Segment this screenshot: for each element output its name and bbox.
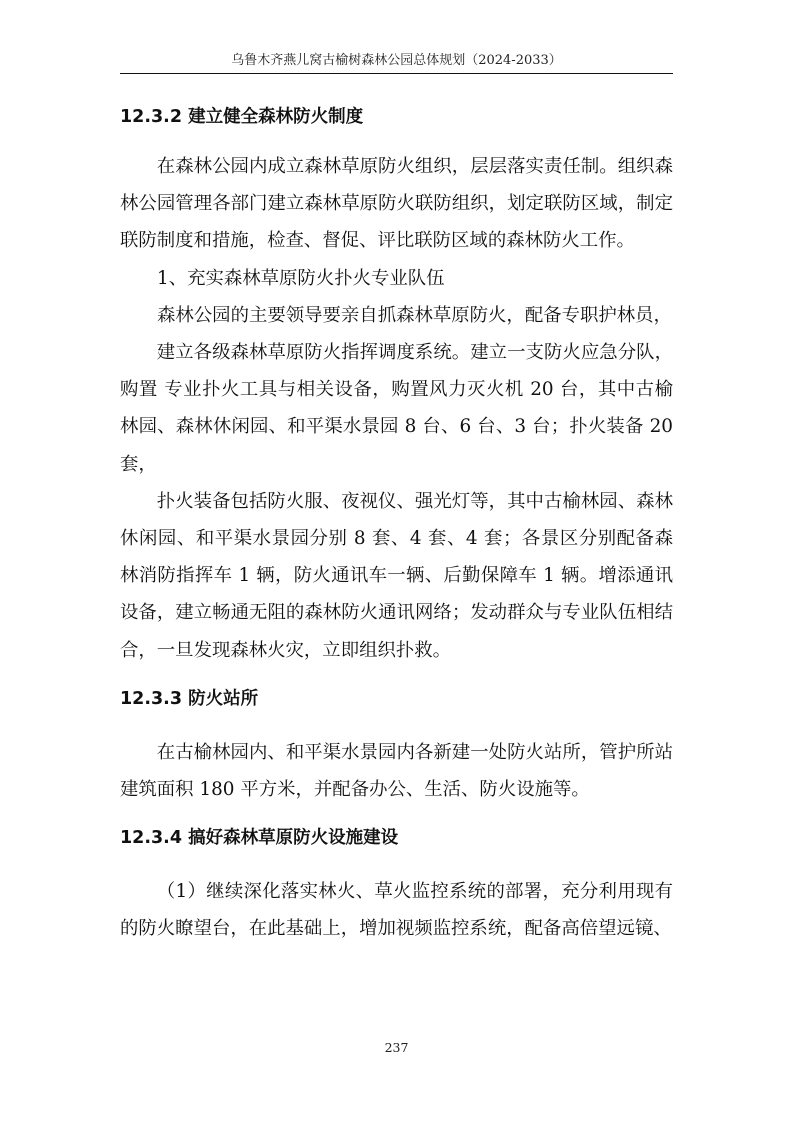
document-body [120,99,673,948]
running-header: 乌鲁木齐燕儿窝古榆树森林公园总体规划（2024-2033） [231,53,562,68]
spacer [120,808,673,820]
spacer [120,857,673,873]
page-number: 237 [384,1040,409,1055]
spacer [120,718,673,734]
list-item-heading: 1、充实森林草原防火扑火专业队伍 [157,267,445,289]
paragraph: （1）继续深化落实林火、草火监控系统的部署，充分利用现有的防火瞭望台，在此基础上，增加视频监控系统，配备高倍望远镜、 [120,881,673,940]
section-heading-12-3-3: 12.3.3 防火站所 [120,688,259,709]
section-heading-12-3-4: 12.3.4 搞好森林草原防火设施建设 [120,828,399,849]
paragraph: 扑火装备包括防火服、夜视仪、强光灯等，其中古榆林园、森林休闲园、和平渠水景园分别 8 套、4 套、4 套；各景区分别配备森林消防指挥车 1 辆，防火通讯车一辆、后勤保障车 1 辆。增添通讯设备，建立畅通无阻的森林防火通讯网络；发动群众与专业队伍相结合，一旦发现森林火灾，立即组织扑救。 [120,490,673,661]
paragraph-line: 森林公园的主要领导要亲自抓森林草原防火，配备专职护林员， [157,304,672,326]
paragraph: 在古榆林园内、和平渠水景园内各新建一处防火站所，管护所站建筑面积 180 平方米，并配备办公、生活、防火设施等。 [120,741,673,801]
header-rule [120,73,673,74]
paragraph: 建立各级森林草原防火指挥调度系统。建立一支防火应急分队，购置 专业扑火工具与相关设备，购置风力灭火机 20 台，其中古榆林园、森林休闲园、和平渠水景园 8 台、6 台、3 台；扑火装备 20套， [120,342,673,475]
paragraph: 在森林公园内成立森林草原防火组织，层层落实责任制。组织森林公园管理各部门建立森林草原防火联防组织，划定联防区域，制定联防制度和措施，检查、督促、评比联防区域的森林防火工作。 [120,156,673,252]
spacer [120,136,673,148]
section-heading-12-3-2: 12.3.2 建立健全森林防火制度 [120,107,364,127]
spacer [120,669,673,681]
